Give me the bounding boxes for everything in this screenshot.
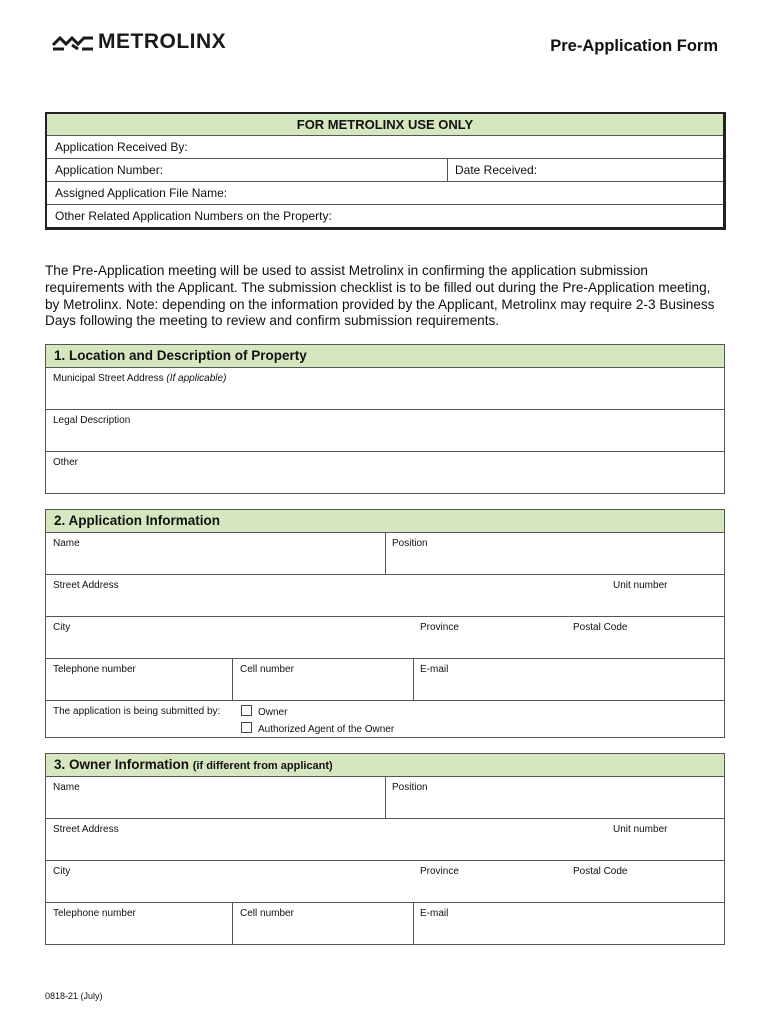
owner-telephone-label: Telephone number bbox=[53, 908, 136, 919]
owner-street-label: Street Address bbox=[53, 824, 119, 835]
applicant-address-row[interactable] bbox=[46, 575, 724, 617]
agent-option[interactable] bbox=[241, 722, 394, 735]
applicant-position-label: Position bbox=[392, 538, 428, 549]
section-3-title: 3. Owner Information (if different from applicant) bbox=[46, 754, 724, 777]
agent-checkbox[interactable] bbox=[241, 722, 252, 733]
owner-city-row[interactable] bbox=[46, 861, 724, 903]
metrolinx-logo bbox=[52, 30, 226, 54]
divider bbox=[232, 903, 233, 944]
applicant-unit-label: Unit number bbox=[613, 580, 668, 591]
date-received-field[interactable] bbox=[448, 159, 537, 181]
applicant-cell-label: Cell number bbox=[240, 664, 294, 675]
owner-checkbox[interactable] bbox=[241, 705, 252, 716]
section-1-title: 1. Location and Description of Property bbox=[46, 345, 724, 368]
agent-option-label: Authorized Agent of the Owner bbox=[258, 724, 395, 735]
applicant-name-label: Name bbox=[53, 538, 80, 549]
received-by-label: Application Received By: bbox=[55, 140, 188, 154]
owner-cell-label: Cell number bbox=[240, 908, 294, 919]
owner-name-label: Name bbox=[53, 782, 80, 793]
owner-name-row bbox=[46, 777, 724, 819]
applicant-phone-row bbox=[46, 659, 724, 701]
section-application bbox=[45, 509, 725, 738]
related-numbers-field[interactable] bbox=[47, 205, 723, 227]
applicant-name-row bbox=[46, 533, 724, 575]
owner-city-label: City bbox=[53, 866, 71, 877]
application-number-field[interactable] bbox=[47, 159, 448, 181]
applicant-city-label: City bbox=[53, 622, 71, 633]
logo-text: METROLINX bbox=[98, 30, 227, 53]
section-2-title: 2. Application Information bbox=[46, 510, 724, 533]
owner-option-label: Owner bbox=[258, 707, 288, 718]
other-label: Other bbox=[53, 457, 79, 468]
legal-description-field[interactable] bbox=[46, 410, 724, 452]
applicant-city-row[interactable] bbox=[46, 617, 724, 659]
owner-address-row[interactable] bbox=[46, 819, 724, 861]
divider bbox=[385, 533, 386, 574]
divider bbox=[413, 659, 414, 700]
form-code: 0818-21 (July) bbox=[45, 991, 103, 1001]
other-field[interactable] bbox=[46, 452, 724, 493]
application-number-label: Application Number: bbox=[55, 163, 164, 177]
applicant-street-label: Street Address bbox=[53, 580, 119, 591]
applicant-telephone-label: Telephone number bbox=[53, 664, 136, 675]
applicant-province-label: Province bbox=[420, 622, 459, 633]
received-by-field[interactable] bbox=[47, 136, 723, 159]
submitted-by-label: The application is being submitted by: bbox=[53, 706, 221, 717]
street-address-field[interactable] bbox=[46, 368, 724, 410]
metrolinx-logo-icon bbox=[52, 33, 94, 51]
file-name-label: Assigned Application File Name: bbox=[55, 186, 228, 200]
street-address-label: Municipal Street Address (If applicable) bbox=[53, 373, 227, 384]
owner-postal-label: Postal Code bbox=[573, 866, 628, 877]
divider bbox=[413, 903, 414, 944]
form-title: Pre-Application Form bbox=[550, 37, 718, 55]
divider bbox=[385, 777, 386, 818]
intro-paragraph: The Pre-Application meeting will be used to assist Metrolinx in confirming the application submission requirements with the Applicant. The submission checklist is to be filled out during the Pre-Application meeting, by Metrolinx. Note: depending on the information provided by the Applicant, Metrolinx may require 2-3 Business Days following the meeting to review and confirm submission requirements. bbox=[45, 263, 715, 329]
related-numbers-label: Other Related Application Numbers on the Property: bbox=[55, 209, 332, 223]
office-use-box bbox=[45, 112, 726, 230]
file-name-field[interactable] bbox=[47, 182, 723, 205]
submitted-by-row bbox=[46, 701, 724, 737]
owner-province-label: Province bbox=[420, 866, 459, 877]
owner-phone-row bbox=[46, 903, 724, 944]
owner-position-label: Position bbox=[392, 782, 428, 793]
applicant-email-label: E-mail bbox=[420, 664, 449, 675]
applicant-postal-label: Postal Code bbox=[573, 622, 628, 633]
owner-option[interactable] bbox=[241, 705, 287, 718]
office-use-title: FOR METROLINX USE ONLY bbox=[47, 114, 723, 136]
date-received-label: Date Received: bbox=[455, 163, 538, 177]
owner-email-label: E-mail bbox=[420, 908, 449, 919]
divider bbox=[232, 659, 233, 700]
legal-description-label: Legal Description bbox=[53, 415, 131, 426]
section-owner bbox=[45, 753, 725, 945]
owner-unit-label: Unit number bbox=[613, 824, 668, 835]
section-location bbox=[45, 344, 725, 494]
